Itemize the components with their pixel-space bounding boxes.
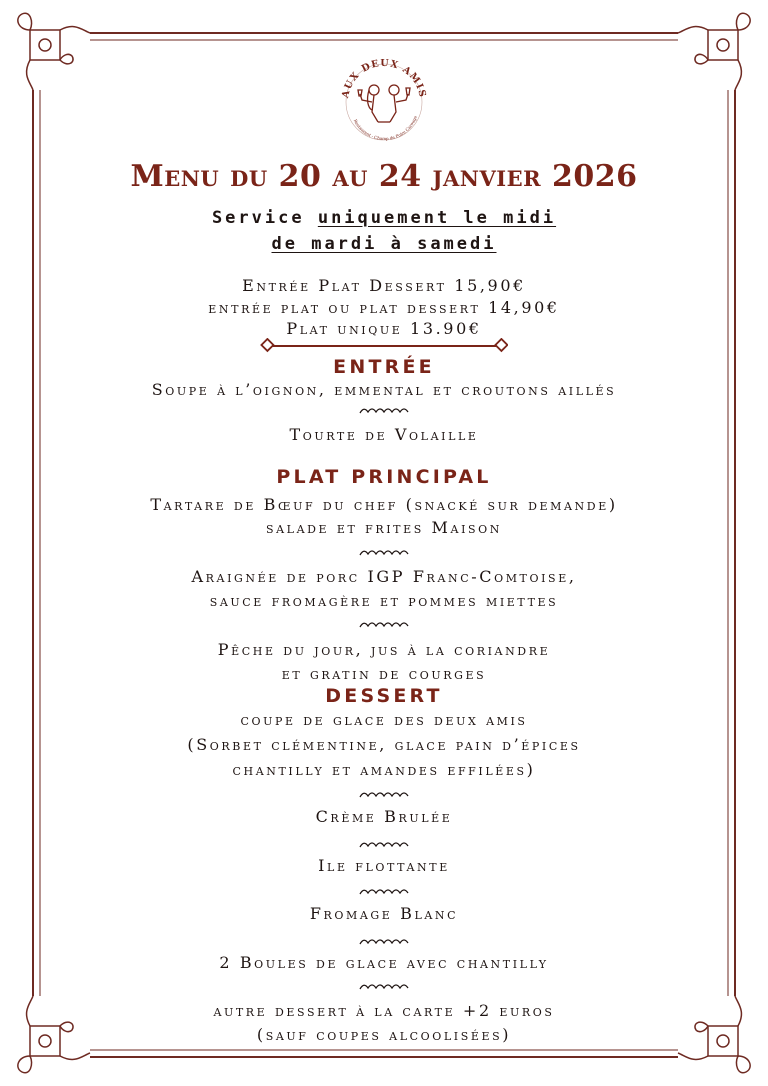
service-line-1 — [0, 206, 768, 230]
logo-subtitle: Restaurant - Champ de Foire Carouge — [352, 115, 418, 142]
wave-separator — [358, 404, 410, 416]
menu-item: Crème Brulée — [315, 807, 453, 826]
menu-item: autre dessert à la carte +2 euros — [213, 1001, 555, 1020]
menu-item: Tourte de Volaille — [289, 425, 479, 444]
wave-separator — [358, 546, 410, 558]
wave-separator — [358, 618, 410, 630]
formula-line: entrée plat ou plat dessert 14,90€ — [208, 298, 560, 317]
menu-item-detail: chantilly et amandes effilées) — [232, 760, 536, 779]
restaurant-logo — [334, 50, 434, 150]
menu-item-detail: (Sorbet clémentine, glace pain d’épices — [187, 735, 581, 754]
logo-name: AUX DEUX AMIS — [340, 57, 428, 100]
corner-ornament-top-right — [678, 13, 750, 90]
service-line-2 — [0, 232, 768, 256]
section-divider — [258, 338, 508, 354]
menu-item: Ile flottante — [318, 856, 450, 875]
formula-line: Entrée Plat Dessert 15,90€ — [242, 276, 526, 295]
service-prefix: Service — [211, 208, 318, 228]
menu-item: 2 Boules de glace avec chantilly — [219, 953, 549, 972]
menu-item: Soupe à l’oignon, emmental et croutons aillés — [151, 380, 617, 399]
menu-item: Fromage Blanc — [309, 904, 459, 923]
menu-item: Pêche du jour, jus à la coriandre — [217, 640, 551, 659]
wave-separator — [358, 788, 410, 800]
wave-separator — [358, 838, 410, 850]
menu-item-detail: salade et frites Maison — [265, 518, 502, 537]
formula-line: Plat unique 13.90€ — [286, 319, 482, 338]
wave-separator — [358, 935, 410, 947]
menu-item: Tartare de Bœuf du chef (snacké sur demande) — [150, 495, 618, 514]
section-title-entree: ENTRÉE — [333, 356, 435, 378]
wave-separator — [358, 885, 410, 897]
page-title: Menu du 20 au 24 janvier 2026 — [130, 159, 638, 194]
wave-separator — [358, 980, 410, 992]
section-title-plat: PLAT PRINCIPAL — [276, 466, 492, 488]
section-title-dessert: DESSERT — [325, 685, 443, 707]
menu-item-detail: sauce fromagère et pommes miettes — [209, 591, 559, 610]
figures-illustration — [358, 85, 410, 122]
menu-item: Araignée de porc IGP Franc-Comtoise, — [191, 567, 577, 586]
service-highlight: uniquement le midi — [317, 208, 557, 228]
service-days: de mardi à samedi — [271, 234, 497, 254]
corner-ornament-top-left — [18, 13, 90, 90]
menu-item-detail: et gratin de courges — [281, 664, 487, 683]
menu-item: coupe de glace des deux amis — [240, 710, 528, 729]
menu-item-detail: (sauf coupes alcoolisées) — [256, 1025, 512, 1044]
